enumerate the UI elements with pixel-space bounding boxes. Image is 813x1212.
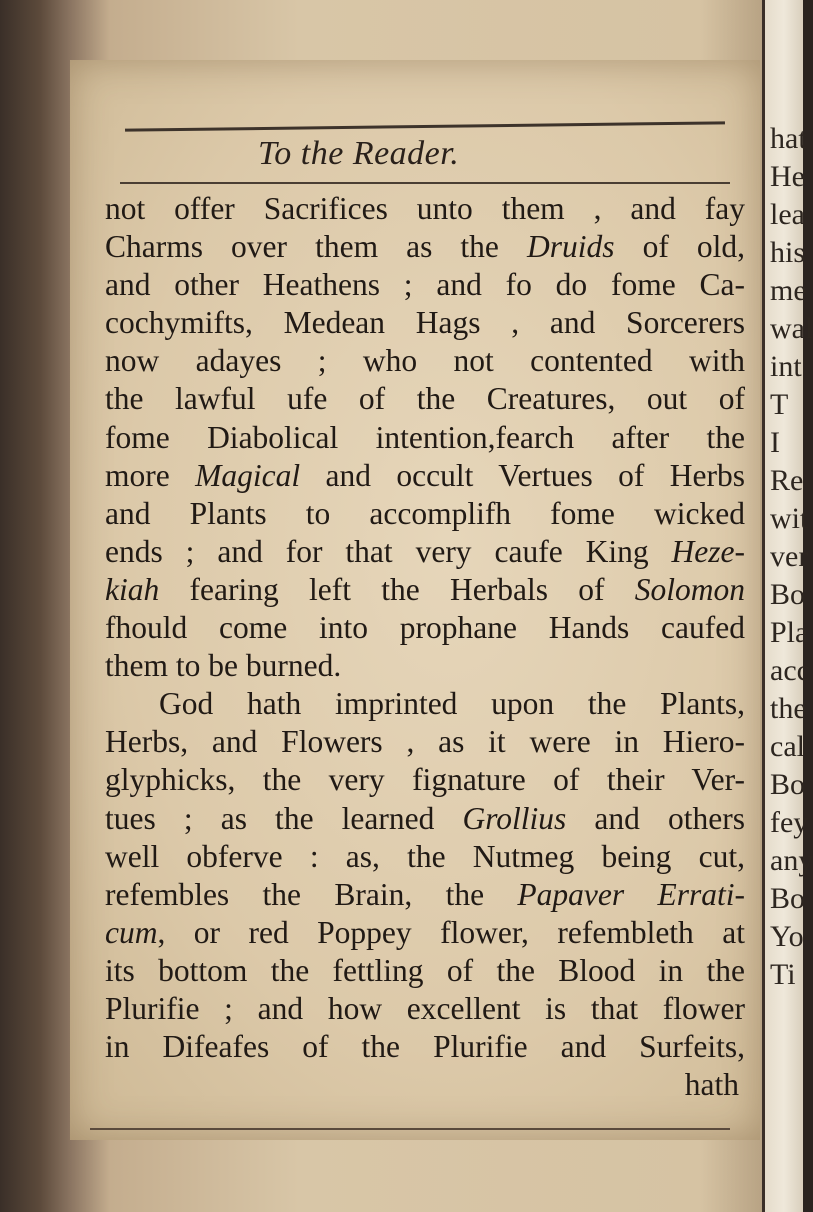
facing-page-fragment: Ti <box>770 958 796 991</box>
header-underline <box>120 182 730 184</box>
text-line: glyphicks, the very fignature of their Ver- <box>105 762 745 798</box>
text-line: the lawful ufe of the Creatures, out of <box>105 381 745 417</box>
text-line: ends ; and for that very caufe King Heze- <box>105 533 745 569</box>
facing-page-fragment: hat <box>770 122 807 155</box>
body-text <box>105 190 745 1104</box>
text-line: tues ; as the learned Grollius and others <box>105 800 745 836</box>
facing-page-fragment: Bo <box>770 578 806 611</box>
page-bottom-edge <box>90 1128 730 1130</box>
facing-page-fragment: wit <box>770 502 809 535</box>
text-line: not offer Sacrifices unto them , and fay <box>105 191 745 226</box>
text-line: God hath imprinted upon the Plants, <box>159 686 745 722</box>
facing-page-fragment: Bo <box>770 768 806 801</box>
text-line: fome Diabolical intention,fearch after the <box>105 419 745 455</box>
text-line: and other Heathens ; and fo do fome Ca- <box>105 267 745 303</box>
text-line: cum, or red Poppey flower, refembleth at <box>105 914 745 950</box>
facing-page-fragment: Bo <box>770 882 806 915</box>
facing-page-fragments <box>770 120 813 994</box>
facing-page-fragment: cal <box>770 730 805 763</box>
facing-page-fragment: wal <box>770 312 813 345</box>
text-line: in Difeafes of the Plurifie and Surfeits, <box>105 1029 745 1065</box>
text-line: refembles the Brain, the Papaver Errati- <box>105 876 745 912</box>
running-head: To the Reader. <box>258 135 460 172</box>
facing-page-fragment: T <box>770 388 789 421</box>
text-line: kiah fearing left the Herbals of Solomon <box>105 571 745 607</box>
text-line: its bottom the fettling of the Blood in the <box>105 952 745 988</box>
catchword: hath <box>684 1067 739 1103</box>
text-line: fhould come into prophane Hands caufed <box>105 610 745 646</box>
facing-page-fragment: any <box>770 844 813 877</box>
facing-page-fragment: I <box>770 426 780 459</box>
facing-page-fragment: Yo <box>770 920 804 953</box>
facing-page-fragment: fey <box>770 806 809 839</box>
text-line: them to be burned. <box>105 648 342 684</box>
text-line: cochymifts, Medean Hags , and Sorcerers <box>105 305 745 341</box>
text-line: now adayes ; who not contented with <box>105 343 745 379</box>
text-line: Plurifie ; and how excellent is that flower <box>105 990 745 1026</box>
facing-page-fragment: lea <box>770 198 805 231</box>
text-line: and Plants to accomplifh fome wicked <box>105 495 745 531</box>
facing-page-fragment: the <box>770 692 807 725</box>
facing-page-fragment: his <box>770 236 806 269</box>
facing-page-fragment: ver <box>770 540 809 573</box>
text-line: well obferve : as, the Nutmeg being cut, <box>105 838 745 874</box>
facing-page-fragment: me <box>770 274 807 307</box>
facing-page-fragment: He <box>770 160 805 193</box>
text-line: Herbs, and Flowers , as it were in Hiero- <box>105 724 745 760</box>
text-line: more Magical and occult Vertues of Herbs <box>105 457 745 493</box>
text-line: Charms over them as the Druids of old, <box>105 229 746 265</box>
facing-page-fragment: int <box>770 350 802 383</box>
facing-page-fragment: acc <box>770 654 810 687</box>
facing-page-fragment: Re <box>770 464 804 497</box>
facing-page-fragment: Pla <box>770 616 809 649</box>
